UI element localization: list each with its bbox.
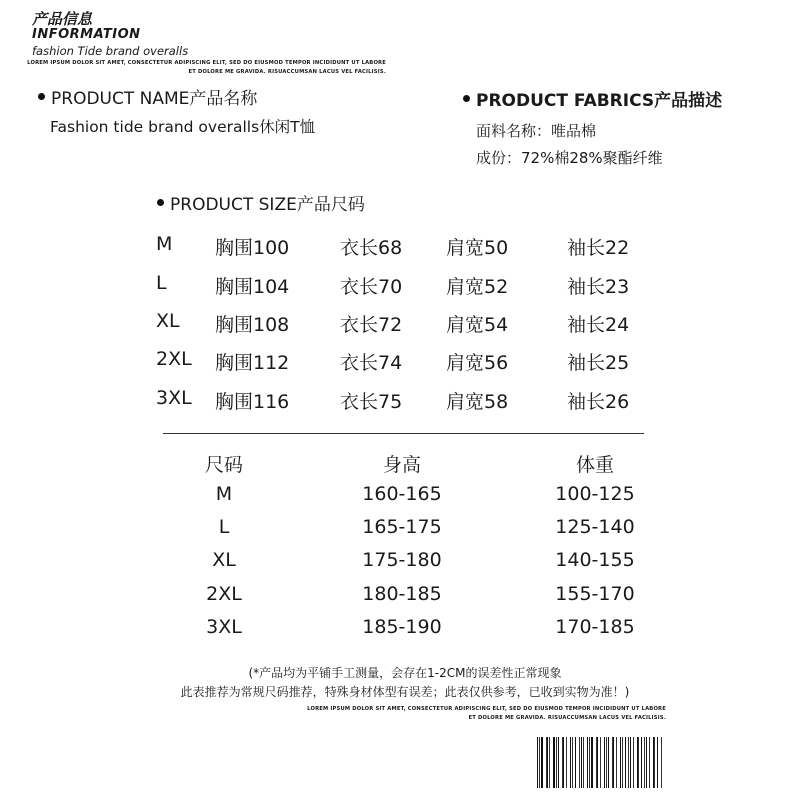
shoulder-measure: 肩宽58: [446, 391, 509, 413]
barcode-bar: [630, 737, 631, 788]
bullet-icon: [38, 93, 45, 100]
fabric-composition: 成份：72%棉28%聚酯纤维: [476, 149, 663, 167]
fabric-name: 面料名称：唯品棉: [476, 122, 597, 140]
bullet-icon: [157, 199, 164, 206]
length-measure: 衣长75: [340, 391, 403, 413]
product-name-value: Fashion tide brand overalls休闲T恤: [50, 118, 316, 136]
product-fabrics-title: [463, 86, 722, 111]
fit-weight: 140-155: [555, 549, 635, 571]
footer-lorem-line-2: ET DOLORE ME GRAVIDA. RISUACCUMSAN LACUS VEL FACILISIS.: [468, 715, 666, 721]
size-label: XL: [156, 310, 180, 332]
barcode-bar: [613, 737, 614, 788]
barcode-bar: [566, 737, 567, 788]
barcode-bar: [633, 737, 634, 788]
size-label: L: [156, 272, 167, 294]
product-name-title: [38, 84, 257, 109]
barcode-bar: [604, 737, 605, 788]
fit-size: 2XL: [206, 583, 242, 605]
barcode-icon: [537, 737, 662, 788]
product-name-title-text: PRODUCT NAME产品名称: [51, 89, 258, 109]
barcode-bar: [591, 737, 593, 788]
size-label: 3XL: [156, 387, 192, 409]
barcode-bar: [646, 737, 647, 788]
chest-measure: 胸围108: [215, 314, 290, 336]
length-measure: 衣长72: [340, 314, 403, 336]
barcode-bar: [572, 737, 573, 788]
barcode-bar: [616, 737, 617, 788]
sleeve-measure: 袖长22: [567, 237, 630, 259]
fit-size: 3XL: [206, 616, 242, 638]
size-label: M: [156, 233, 173, 255]
product-fabrics-title-text: PRODUCT FABRICS产品描述: [476, 91, 723, 111]
header-subtitle: fashion Tide brand overalls: [32, 44, 189, 58]
shoulder-measure: 肩宽50: [446, 237, 509, 259]
fit-weight: 125-140: [555, 516, 635, 538]
barcode-bar: [654, 737, 655, 788]
product-size-title: [157, 190, 365, 215]
shoulder-measure: 肩宽54: [446, 314, 509, 336]
header-lorem-line-1: LOREM IPSUM DOLOR SIT AMET, CONSECTETUR ADIPISCING ELIT, SED DO EIUSMOD TEMPOR INCIDIDUNT UT LABORE: [27, 60, 386, 66]
barcode-bar: [622, 737, 623, 788]
barcode-bar: [549, 737, 550, 788]
shoulder-measure: 肩宽52: [446, 276, 509, 298]
bullet-icon: [463, 95, 470, 102]
sleeve-measure: 袖长23: [567, 276, 630, 298]
barcode-bar: [653, 737, 654, 788]
fit-weight: 170-185: [555, 616, 635, 638]
fit-height: 160-165: [362, 483, 442, 505]
barcode-bar: [587, 737, 588, 788]
divider: [163, 433, 644, 434]
chest-measure: 胸围104: [215, 276, 290, 298]
barcode-bar: [641, 737, 642, 788]
fit-size: M: [215, 483, 233, 505]
barcode-bar: [583, 737, 584, 788]
length-measure: 衣长74: [340, 352, 403, 374]
footer-lorem-line-1: LOREM IPSUM DOLOR SIT AMET, CONSECTETUR ADIPISCING ELIT, SED DO EIUSMOD TEMPOR INCIDIDUNT UT LABORE: [307, 706, 666, 712]
fit-size: XL: [212, 549, 236, 571]
chest-measure: 胸围112: [215, 352, 290, 374]
size-label: 2XL: [156, 348, 192, 370]
header-title-cn: 产品信息: [32, 10, 93, 28]
recommendation-note: 此表推荐为常规尺码推荐，特殊身材体型有误差；此表仅供参考，已收到实物为准！): [180, 685, 630, 699]
barcode-bar: [575, 737, 576, 788]
header-title-en: INFORMATION: [32, 27, 141, 42]
header-lorem: [20, 59, 386, 77]
header-lorem-line-2: ET DOLORE ME GRAVIDA. RISUACCUMSAN LACUS VEL FACILISIS.: [188, 69, 386, 75]
sleeve-measure: 袖长24: [567, 314, 630, 336]
chest-measure: 胸围116: [215, 391, 290, 413]
fit-weight: 100-125: [555, 483, 635, 505]
barcode-bar: [563, 737, 564, 788]
fit-height: 180-185: [362, 583, 442, 605]
header-height: 身高: [382, 454, 421, 476]
barcode-bar: [537, 737, 538, 788]
fit-height: 165-175: [362, 516, 442, 538]
header-size: 尺码: [204, 454, 243, 476]
barcode-bar: [600, 737, 601, 788]
fit-weight: 155-170: [555, 583, 635, 605]
length-measure: 衣长68: [340, 237, 403, 259]
barcode-bar: [553, 737, 555, 788]
fit-height: 175-180: [362, 549, 442, 571]
shoulder-measure: 肩宽56: [446, 352, 509, 374]
sleeve-measure: 袖长26: [567, 391, 630, 413]
chest-measure: 胸围100: [215, 237, 290, 259]
barcode-bar: [541, 737, 542, 788]
sleeve-measure: 袖长25: [567, 352, 630, 374]
measurement-note: (*产品均为平铺手工测量，会存在1-2CM的误差性正常现象: [248, 666, 562, 680]
fit-height: 185-190: [362, 616, 442, 638]
product-size-title-text: PRODUCT SIZE产品尺码: [170, 195, 365, 215]
fit-size: L: [218, 516, 230, 538]
header-weight: 体重: [575, 454, 614, 476]
footer-lorem: [200, 705, 666, 723]
length-measure: 衣长70: [340, 276, 403, 298]
